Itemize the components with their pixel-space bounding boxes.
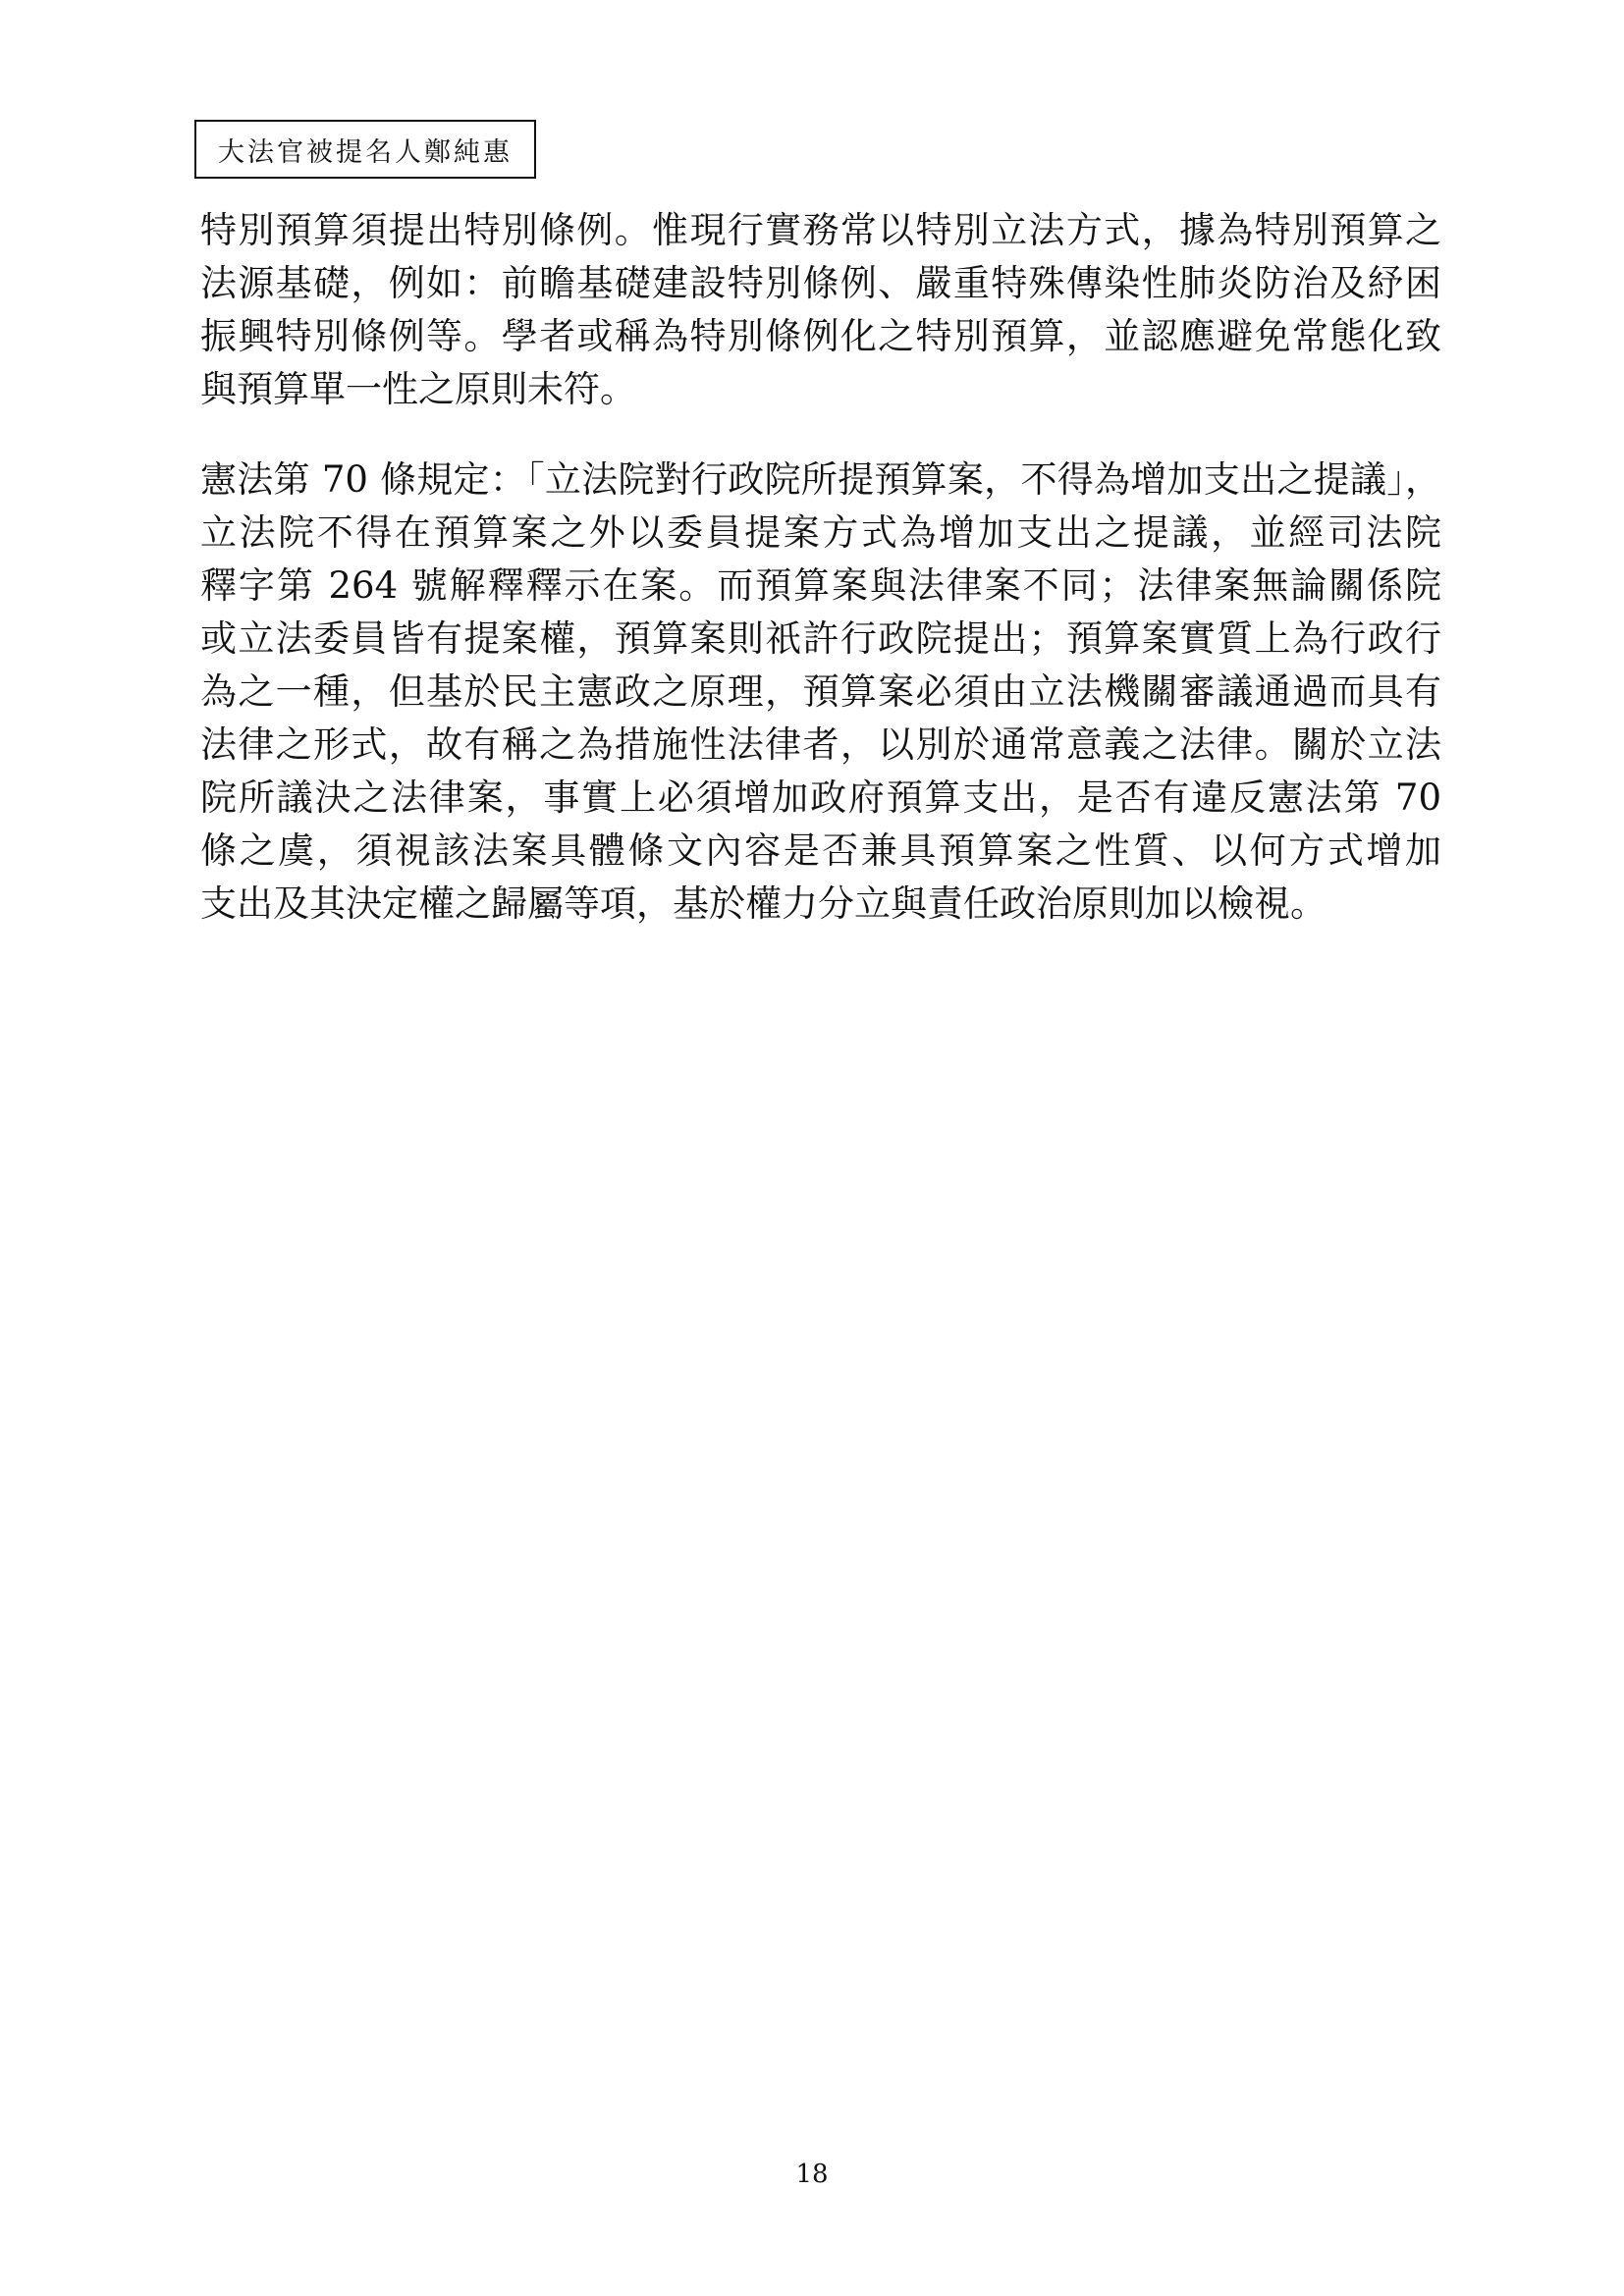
- text-line: 支出及其決定權之歸屬等項，基於權力分立與責任政治原則加以檢視。: [200, 882, 1326, 925]
- text-line: 條之虞，須視該法案具體條文內容是否兼具預算案之性質、以何方式增加: [200, 829, 1441, 872]
- text-line: 或立法委員皆有提案權，預算案則祇許行政院提出；預算案實質上為行政行: [200, 617, 1441, 660]
- text-line: 振興特別條例等。學者或稱為特別條例化之特別預算，並認應避免常態化致: [200, 315, 1441, 357]
- text-line: 立法院不得在預算案之外以委員提案方式為增加支出之提議，並經司法院: [200, 511, 1441, 554]
- paragraph-special-budget: [200, 204, 1441, 416]
- text-line: 院所議決之法律案，事實上必須增加政府預算支出，是否有違反憲法第 70: [200, 776, 1441, 819]
- document-body: [200, 204, 1441, 931]
- nominee-header-box: [194, 120, 536, 179]
- page-number: 18: [795, 2160, 829, 2189]
- text-line: 特別預算須提出特別條例。惟現行實務常以特別立法方式，據為特別預算之: [200, 209, 1441, 251]
- text-line: 法律之形式，故有稱之為措施性法律者，以別於通常意義之法律。關於立法: [200, 723, 1441, 766]
- nominee-header-label: 大法官被提名人鄭純惠: [218, 136, 513, 168]
- text-line: 憲法第 70 條規定：「立法院對行政院所提預算案，不得為增加支出之提議」，: [200, 458, 1441, 501]
- text-line: 法源基礎，例如：前瞻基礎建設特別條例、嚴重特殊傳染性肺炎防治及紓困: [200, 262, 1441, 304]
- text-line: 為之一種，但基於民主憲政之原理，預算案必須由立法機關審議通過而具有: [200, 670, 1441, 713]
- paragraph-constitution-article-70: [200, 454, 1441, 931]
- text-line: 釋字第 264 號解釋釋示在案。而預算案與法律案不同；法律案無論關係院: [200, 564, 1441, 607]
- text-line: 與預算單一性之原則未符。: [200, 368, 636, 410]
